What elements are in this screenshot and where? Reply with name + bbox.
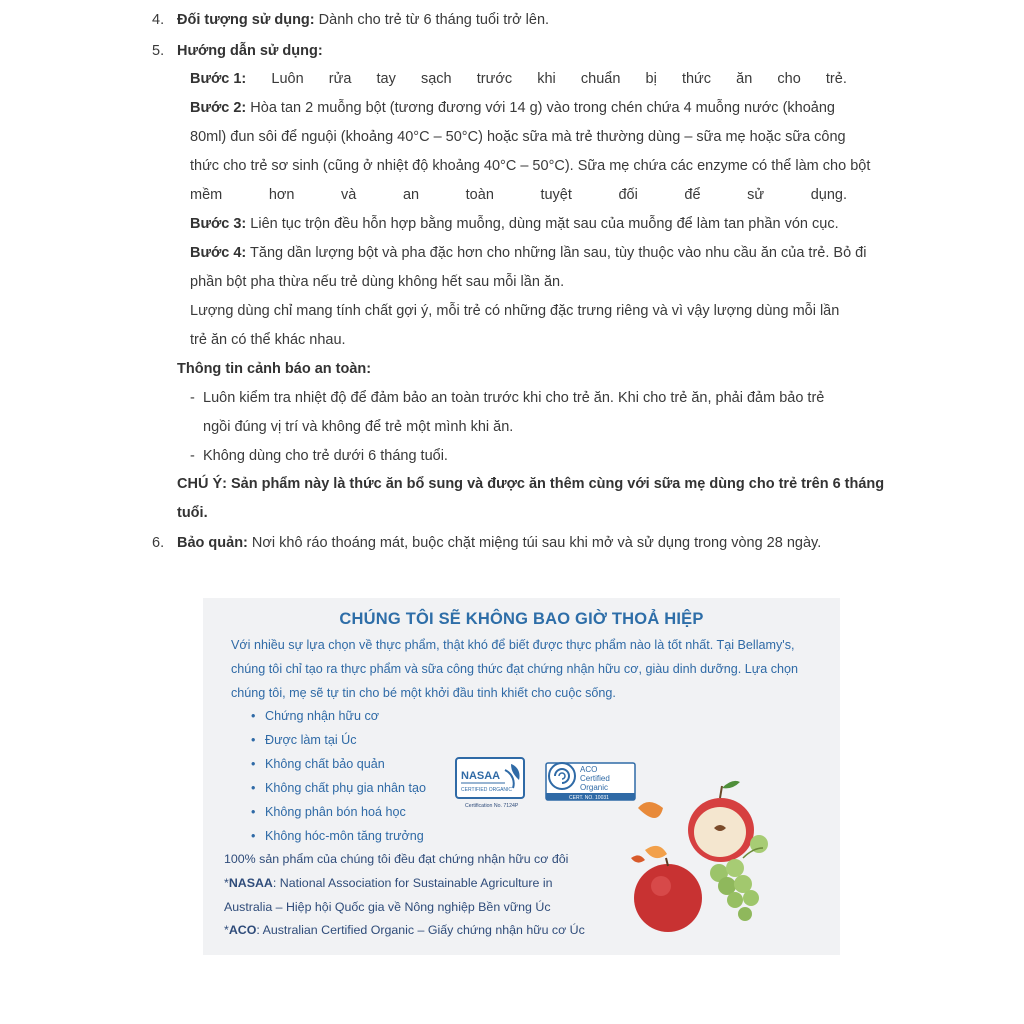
word: bị [645, 71, 657, 87]
aco-note-text: : Australian Certified Organic – Giấy chứng nhận hữu cơ Úc [256, 923, 585, 937]
usage-heading [177, 41, 323, 61]
aco-note [224, 920, 585, 940]
dosage-line-1: Lượng dùng chỉ mang tính chất gợi ý, mỗi trẻ có những đặc trưng riêng và vì vậy lượng dùng mỗi lần [190, 303, 840, 319]
promo-bullet-text: Chứng nhận hữu cơ [265, 709, 380, 723]
step-3-text: Liên tục trộn đều hỗn hợp bằng muỗng, dùng mặt sau của muỗng để làm tan phần vón cục. [246, 216, 839, 232]
promo-intro-line-2: chúng tôi chỉ tạo ra thực phẩm và sữa công thức đạt chứng nhận hữu cơ, giàu dinh dưỡng. Lựa chọn [231, 662, 799, 676]
promo-bullet-text: Không hóc-môn tăng trưởng [265, 829, 424, 843]
bullet-dot: • [251, 805, 256, 819]
word: trẻ. [825, 71, 847, 87]
nasaa-logo-name: NASAA [461, 770, 501, 782]
step-4-line-2: phần bột pha thừa nếu trẻ dùng không hết sau mỗi lần ăn. [190, 274, 565, 290]
step-2-line [190, 98, 835, 118]
aco-abbr: ACO [228, 923, 257, 937]
word: rửa [328, 71, 352, 87]
asterisk: * [224, 923, 229, 937]
step-4-line [190, 243, 866, 263]
audience-label: Đối tượng sử dụng: [177, 12, 315, 28]
promo-bullet [251, 706, 379, 726]
step-2-line-2: 80ml) đun sôi để nguội (khoảng 40°C – 50°C) hoặc sữa mà trẻ thường dùng – sữa mẹ hoặc sữa công [190, 129, 846, 145]
promo-bullet-text: Không phân bón hoá học [265, 805, 406, 819]
nasaa-note-line-1 [224, 873, 553, 893]
aco-logo-cert: CERT. NO. 10031 [569, 795, 609, 801]
storage-line [177, 533, 821, 553]
audience-line [177, 10, 549, 30]
usage-label: Hướng dẫn sử dụng: [177, 43, 323, 59]
nasaa-logo-cert: Certification No. 7124P [465, 803, 519, 809]
nasaa-note-line-2: Australia – Hiệp hội Quốc gia về Nông nghiệp Bền vững Úc [224, 900, 551, 914]
word: ăn [736, 71, 753, 87]
promo-bullet [251, 778, 426, 798]
word: hơn [268, 187, 295, 203]
storage-label: Bảo quản: [177, 535, 248, 551]
promo-bullet [251, 826, 424, 846]
storage-text: Nơi khô ráo thoáng mát, buộc chặt miệng túi sau khi mở và sử dụng trong vòng 28 ngày. [247, 535, 822, 551]
step-1-line [190, 69, 847, 89]
promo-bullet [251, 730, 357, 750]
promo-intro-line-3: chúng tôi, mẹ sẽ tự tin cho bé một khởi đầu tinh khiết cho cuộc sống. [231, 686, 616, 700]
word: đối [618, 187, 638, 203]
dosage-line-2: trẻ ăn có thể khác nhau. [190, 332, 346, 348]
safety-bullet-1-line-2: ngồi đúng vị trí và không để trẻ một mình khi ăn. [203, 419, 514, 435]
asterisk: * [224, 876, 229, 890]
bullet-dash: - [190, 448, 195, 464]
bullet-dot: • [251, 757, 256, 771]
promo-intro-line-1: Với nhiều sự lựa chọn về thực phẩm, thật khó để biết được thực phẩm nào là tốt nhất. Tại Bellamy's, [231, 638, 795, 652]
note-text-1: CHÚ Ý: Sản phẩm này là thức ăn bổ sung và được ăn thêm cùng với sữa mẹ dùng cho trẻ trên 6 tháng [177, 476, 885, 492]
note-line-2 [177, 503, 208, 523]
item-number: 5. [152, 43, 165, 59]
step-2-line-3: thức cho trẻ sơ sinh (cũng ở nhiệt độ khoảng 40°C – 50°C). Sữa mẹ chứa các enzyme có thể làm cho bột [190, 158, 871, 174]
promo-bullet-text: Không chất bảo quản [265, 757, 385, 771]
promo-bullet-text: Không chất phụ gia nhân tạo [265, 781, 427, 795]
word: và [341, 187, 357, 203]
word: thức [681, 71, 711, 87]
step-3-line [190, 214, 839, 234]
step-4-text: Tăng dần lượng bột và pha đặc hơn cho những lần sau, tùy thuộc vào nhu cầu ăn của trẻ. Bỏ đi [246, 245, 867, 261]
word: dụng. [810, 187, 847, 203]
word: khi [537, 71, 556, 87]
bullet-dot: • [251, 781, 256, 795]
nasaa-logo [455, 756, 530, 811]
word: để [684, 187, 701, 203]
nasaa-abbr: NASAA [228, 876, 273, 890]
step-2-text: Hòa tan 2 muỗng bột (tương đương với 14 g) vào trong chén chứa 4 muỗng nước (khoảng [246, 100, 835, 116]
nasaa-note-text: : National Association for Sustainable Agriculture in [272, 876, 553, 890]
word: tay [376, 71, 396, 87]
word: tuyệt [540, 187, 572, 203]
word: chuẩn [580, 71, 621, 87]
promo-bullet-text: Được làm tại Úc [265, 733, 357, 747]
promo-panel [203, 598, 840, 955]
aco-logo-line-3: Organic [580, 783, 609, 792]
word: Luôn [271, 71, 304, 87]
bullet-dash: - [190, 390, 195, 406]
step-4-label: Bước 4: [190, 245, 247, 261]
step-2-line-4 [190, 185, 847, 205]
item-number: 4. [152, 12, 165, 28]
note-line-1 [177, 474, 884, 494]
promo-bullet [251, 802, 406, 822]
certified-all-text: 100% sản phẩm của chúng tôi đều đạt chứng nhận hữu cơ đôi [224, 852, 569, 866]
word: sạch [420, 71, 452, 87]
word: trước [476, 71, 513, 87]
promo-bullet [251, 754, 385, 774]
item-number: 6. [152, 535, 165, 551]
nasaa-logo-sub: CERTIFIED ORGANIC [461, 787, 513, 793]
safety-heading-text: Thông tin cảnh báo an toàn: [177, 361, 372, 377]
step-1-label: Bước 1: [190, 71, 247, 87]
safety-heading [177, 359, 371, 379]
word: cho [777, 71, 801, 87]
bullet-dot: • [251, 709, 256, 723]
safety-bullet-2: Không dùng cho trẻ dưới 6 tháng tuổi. [203, 448, 448, 464]
word: an [402, 187, 420, 203]
fruit-image [623, 768, 773, 948]
word: sử [747, 187, 765, 203]
bullet-dot: • [251, 829, 256, 843]
aco-logo-line-2: Certified [580, 774, 610, 783]
safety-bullet-1-line-1: Luôn kiểm tra nhiệt độ để đảm bảo an toàn trước khi cho trẻ ăn. Khi cho trẻ ăn, phải đảm bảo trẻ [203, 390, 825, 406]
audience-text: Dành cho trẻ từ 6 tháng tuổi trở lên. [314, 12, 550, 28]
bullet-dot: • [251, 733, 256, 747]
word: mềm [190, 187, 223, 203]
aco-logo-line-1: ACO [580, 765, 598, 774]
note-text-2: tuổi. [177, 505, 208, 521]
promo-title: CHÚNG TÔI SẼ KHÔNG BAO GIỜ THOẢ HIỆP [339, 610, 704, 628]
step-3-label: Bước 3: [190, 216, 247, 232]
word: toàn [465, 187, 494, 203]
step-2-label: Bước 2: [190, 100, 247, 116]
